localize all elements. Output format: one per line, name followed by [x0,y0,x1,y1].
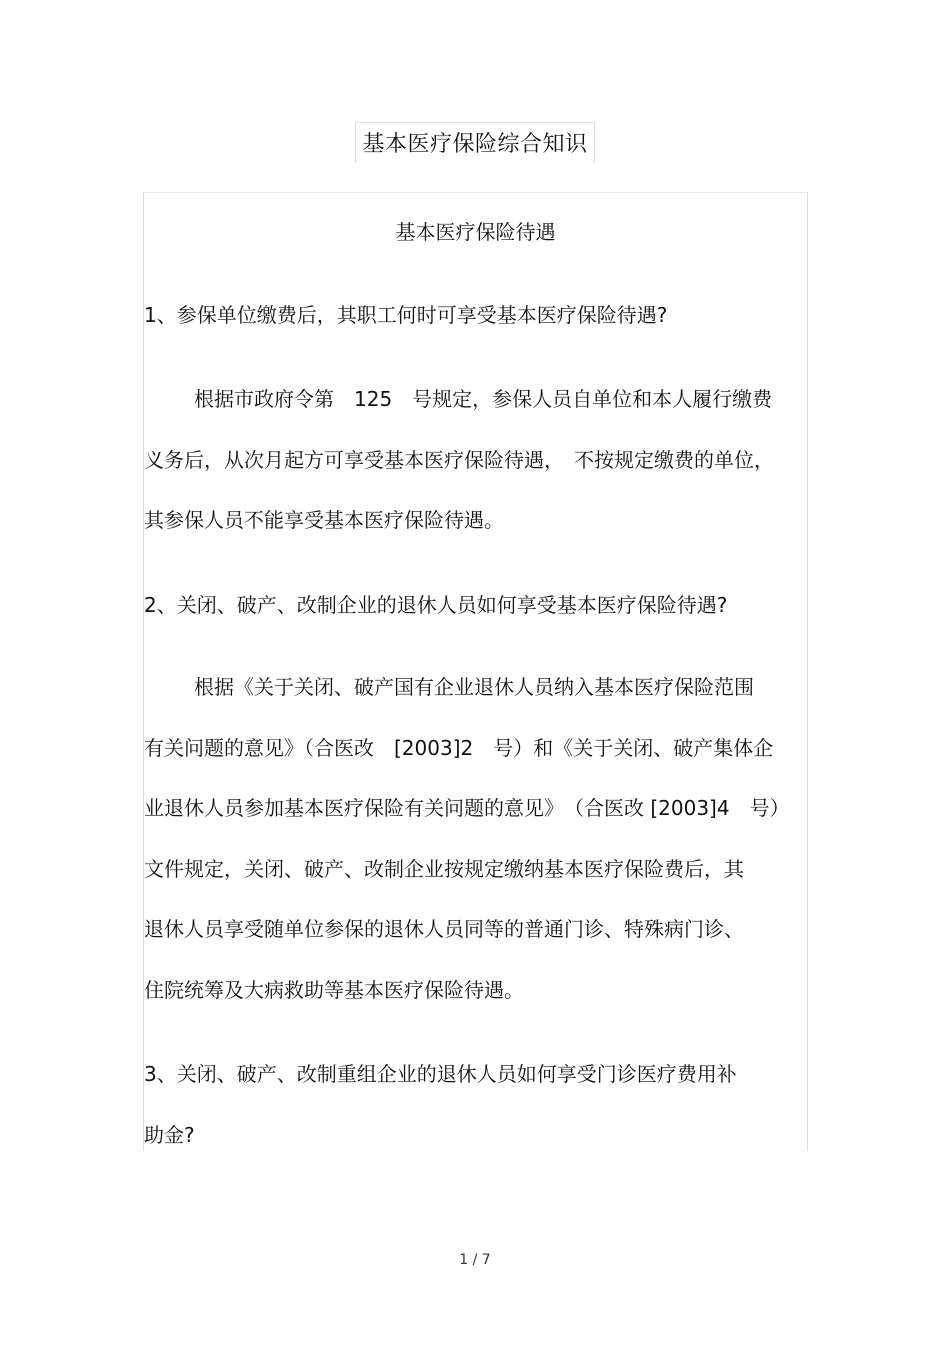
answer-2-line-4: 文件规定，关闭、破产、改制企业按规定缴纳基本医疗保险费后，其 [144,857,744,881]
answer-1-line-3: 其参保人员不能享受基本医疗保险待遇。 [144,508,504,532]
answer-1-line-1: 根据市政府令第 125 号规定，参保人员自单位和本人履行缴费 [194,387,773,411]
answer-2-line-5: 退休人员享受随单位参保的退休人员同等的普通门诊、特殊病门诊、 [144,917,744,941]
question-3-line-1: 3、关闭、破产、改制重组企业的退休人员如何享受门诊医疗费用补 [144,1062,737,1086]
question-2: 2、关闭、破产、改制企业的退休人员如何享受基本医疗保险待遇? [144,593,728,617]
page-number: 1 / 7 [459,1252,491,1268]
question-3-line-2: 助金? [144,1123,195,1147]
question-1: 1、参保单位缴费后，其职工何时可享受基本医疗保险待遇? [144,303,668,327]
section-title: 基本医疗保险待遇 [395,220,556,244]
answer-2-line-3: 业退休人员参加基本医疗保险有关问题的意见》 （合医改 [2003]4 号） [144,796,790,820]
answer-2-line-6: 住院统筹及大病救助等基本医疗保险待遇。 [144,978,524,1002]
document-body [143,192,808,1151]
answer-2-line-2: 有关问题的意见》（合医改 [2003]2 号）和《关于关闭、破产集体企 [144,736,774,760]
answer-1-line-2: 义务后，从次月起方可享受基本医疗保险待遇， 不按规定缴费的单位， [144,448,774,472]
answer-2-line-1: 根据《关于关闭、破产国有企业退休人员纳入基本医疗保险范围 [194,675,754,699]
document-title: 基本医疗保险综合知识 [355,122,595,163]
